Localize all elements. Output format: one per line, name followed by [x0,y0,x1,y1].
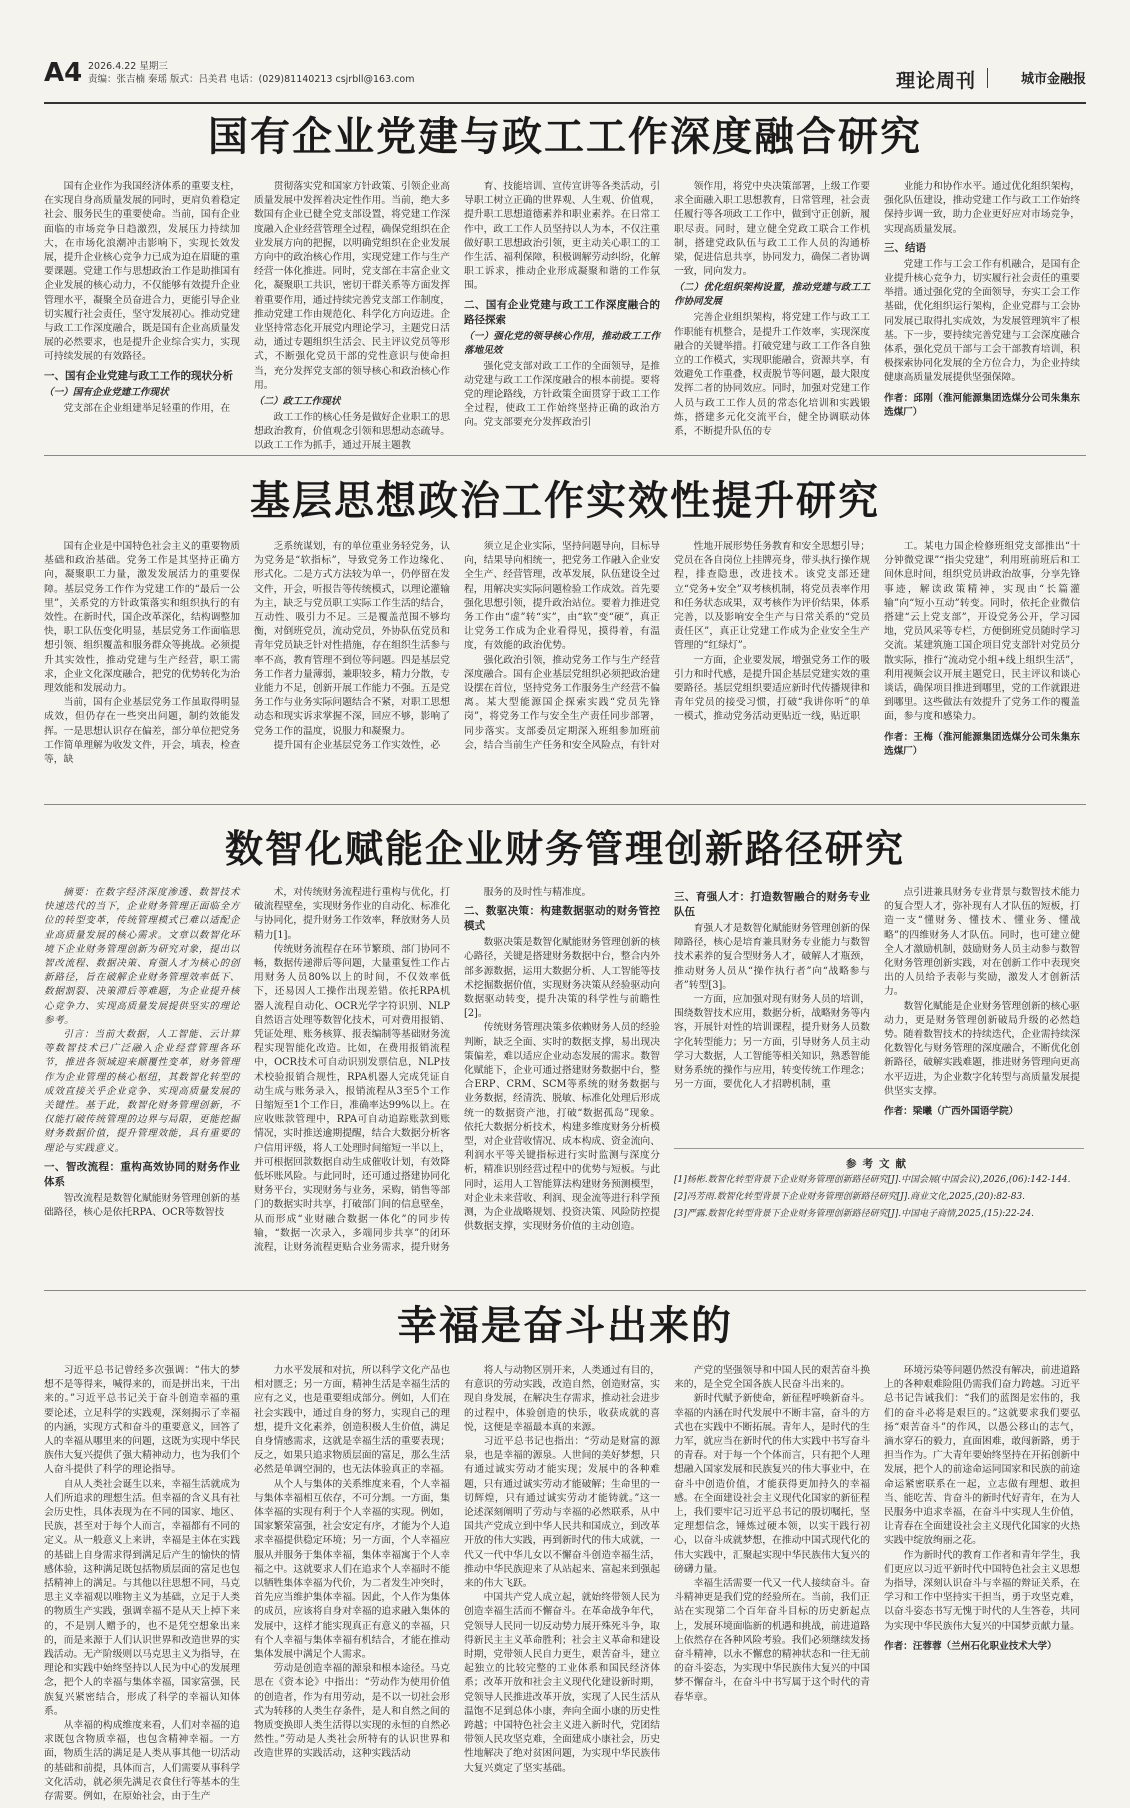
paragraph: 新时代赋予新使命，新征程呼唤新奋斗。幸福的内涵在时代发展中不断丰富，奋斗的方式也在实践中不断拓展。青年人，是时代的生力军，就应当在新时代的伟大实践中书写奋斗的青春。对于每一个个体而言，只有把个人理想融入国家发展和民族复兴的伟大事业中，在奋斗中创造价值，才能获得更加持久的幸福感。在全面建设社会主义现代化国家的新征程上，我们要牢记习近平总书记的殷切嘱托，坚定理想信念，锤炼过硬本领，以实干践行初心，以奋斗成就梦想，在推动中国式现代化的伟大实践中，汇聚起实现中华民族伟大复兴的磅礴力量。 [674,1393,870,1575]
paragraph: 国有企业作为我国经济体系的重要支柱，在实现自身高质量发展的同时，更肩负着稳定社会、服务民生的重要使命。当前，国有企业面临的市场竞争日趋激烈，发展压力持续加大，在市场化浪潮冲击影响下，实现长效发展，提升企业核心竞争力已成为迫在眉睫的重要课题。党建工作与思想政治工作是助推国有企业发展的核心动力，不仅能够有效提升企业管理水平，凝聚全员奋进合力，更能引导企业切实履行社会责任，坚守发展初心。推动党建与政工工作深度融合，既是国有企业高质量发展的必然要求，也是提升企业综合实力，实现可持续发展的有效路径。 [44,181,240,363]
paragraph: 传统财务流程存在环节繁琐、部门协同不畅，数据传递滞后等问题，大量重复性工作占用财务人员80%以上的时间，不仅效率低下，还易因人工操作出现差错。依托RPA机器人流程自动化、OCR光学字符识别、NLP自然语言处理等数智化技术，可对费用报销、凭证处理、账务核算、报表编制等基础财务流程实现智能化改造。比如，在费用报销流程中，OCR技术可自动识别发票信息，NLP技术校验报销合规性，RPA机器人完成凭证自动生成与账务录入，报销流程从3至5个工作日缩短至1个工作日，准确率达99%以上。在应收账款管理中，RPA可自动追踪账款到账情况，实时推送逾期提醒，结合大数据分析客户信用评级，将人工处理时间缩短一半以上，并可根据回款数据自动生成催收计划，有效降低坏账风险。与此同时，还可通过搭建协同化财务平台，实现财务与业务，采购，销售等部门的数据实时共享，打破部门间的信息壁垒，从而形成“业财融合数据一体化”的同步传输，“数据一次录入，多端同步共享”的闭环流程，让财务流程更贴合业务需求，提升财务 [254,943,450,1254]
paragraph: 从个人与集体的关系维度来看，个人幸福与集体幸福相互依存，不可分割。一方面，集体幸福的实现有利于个人幸福的实现。例如，国家繁荣富强，社会安定有序，才能为个人追求幸福提供稳定环境；另一方面，个人幸福应服从并服务于集体幸福，集体幸福寓于个人幸福之中。这就要求人们在追求个人幸福时不能以牺牲集体幸福为代价，为二者发生冲突时，首先应当维护集体幸福。因此，个人作为集体的成员，应该将自身对幸福的追求融入集体的发展中，这样才能实现真正有意义的幸福，只有个人幸福与集体幸福有机结合，才能在推动集体发展中满足个人需求。 [254,1478,450,1661]
editor-info: 责编：张吉楠 秦瑶 版式：吕美君 电话：(029)81140213 csjrbll@163.com [88,74,415,85]
reference-item: [1]杨彬.数智化转型背景下企业财务管理创新路径研究[J].中国会展(中国会议),2026,(06):142-144. [674,1175,1071,1185]
article-column [464,886,660,1278]
section-heading: 一、国有企业党建与政工工作的现状分析 [44,369,233,382]
paragraph: 育、技能培训、宣传宣讲等各类活动，引导职工树立正确的世界观、人生观、价值观，提升职工思想道德素养和职业素养。在日常工作中，政工工作人员坚持以人为本，不仅注重做好职工思想政治引领，更主动关心职工的工作生活、福利保障，积极调解劳动纠纷，化解职工诉求，推动企业形成凝聚和谐的工作氛围。 [464,181,660,292]
references [674,1148,1084,1281]
paragraph: 党支部在企业组建举足轻重的作用，在 [63,402,231,414]
paragraph: 一方面，企业要发展，增强党务工作的吸引力和时代感，是提升国企基层党建实效的重要路径。基层党组织要适应新时代传播规律和青年党员的接受习惯，打破“我讲你听”的单一模式，推动党务活动更贴近一线，贴近职 [674,654,870,723]
article-body [44,540,1080,792]
paragraph: 乏系统谋划，有的单位重业务轻党务，认为党务是“软指标”，导致党务工作边缘化、形式化。二是方式方法较为单一，仍停留在发文件，开会，听报告等传统模式，以理论灌输为主，缺乏与党员职工实际工作生活的结合，互动性、吸引力不足。三是覆盖范围不够均衡，对倒班党员，流动党员，外协队伍党员和青年党员缺乏针对性措施，存在组织生活参与率不高，教育管理不到位等问题。四是基层党务工作者力量薄弱，兼职较多，精力分散，专业能力不足，创新开展工作能力不强。五是党务工作与业务实际问题结合不紧，对职工思想动态和现实诉求掌握不深，回应不够，影响了党务工作的温度，说服力和凝聚力。 [254,541,450,737]
article-column [44,886,240,1278]
paragraph: 当前，国有企业基层党务工作虽取得明显成效，但仍存在一些突出问题，制约效能发挥。一是思想认识存在偏差，部分单位把党务工作简单理解为收发文件，开会，填表，检查等，缺 [44,697,240,766]
article-divider [44,804,1086,805]
article-political-work [44,472,1086,534]
section-heading: 三、结语 [884,241,926,254]
section-heading: 二、国有企业党建与政工工作深度融合的路径探索 [464,298,660,326]
reference-item: [3]严露.数智化转型背景下企业财务管理创新路径研究[J].中国电子商情,2025,(15):22-24. [674,1209,1035,1219]
paragraph: 性地开展形势任务教育和安全思想引导；党员在各自岗位上挂牌亮身，带头执行操作规程，排查隐患，改进技术。该党支部还建立“党务+安全”双考核机制，将党员表率作用和任务状态成果，双考核作为评价结果，体系完善，以及影响安全生产与日常关系的“党员责任区”，真正让党建工作成为企业安全生产管理的“红绿灯”。 [674,541,870,652]
article-column [884,180,1080,442]
paragraph: 术，对传统财务流程进行重构与优化，打破流程壁垒，实现财务作业的自动化、标准化与协同化，提升财务工作效率，释放财务人员精力[1]。 [254,887,450,941]
sub-heading: （一）强化党的领导核心作用，推动政工工作落地见效 [464,330,660,356]
abstract: 摘要：在数字经济深度渗透、数智技术快速迭代的当下，企业财务管理正面临全方位的转型变革，传统管理模式已难以适配企业高质量发展的核心需求。文章以数智化环境下企业财务管理创新为研究对象，提出以智改流程、数据决策、育强人才为核心的创新路径，旨在破解企业财务管理效率低下、数据割裂、决策滞后等难题，为企业提升核心竞争力、实现高质量发展提供坚实的理论参考。 [44,887,240,1026]
paragraph: 须立足企业实际，坚持问题导向，目标导向，结果导向相统一，把党务工作融入企业安全生产、经营管理，改革发展，队伍建设全过程，用解决实实际问题检验工作成效。首先要强化思想引领，提升政治站位。要着力推进党务工作由“虚”转“实”，由“软”变“硬”，真正让党务工作成为企业看得见，摸得着，有温度，有效能的政治优势。 [464,541,660,652]
article-column [884,540,1080,792]
article-column [254,180,450,452]
section-heading: 三、育强人才：打造数智融合的财务专业队伍 [674,891,870,918]
paragraph: 提升国有企业基层党务工作实效性，必 [273,739,441,751]
paragraph: 贯彻落实党和国家方针政策、引领企业高质量发展中发挥着决定性作用。当前，绝大多数国有企业已健全党支部设置，将党建工作深度融入企业经营管理全过程，确保党组织在企业发展方向的把握，以明确党组织在企业发展方向中的政治核心作用，实现党建工作与生产经营一体化推进。同时，党支部在丰富企业文化，凝聚职工共识，密切干群关系等方面发挥着重要作用，通过持续完善党支部工作制度，推动党建工作由规范化、科学化方向迈进。企业坚持常态化开展党内理论学习，主题党日活动，通过专题组织生活会、民主评议党员等形式，不断强化党员干部的党性意识与使命担当，充分发挥党支部的领导核心和政治核心作用。 [254,181,450,391]
paragraph: 工。某电力国企检修班组党支部推出“十分钟微党课”“指尖党建”，利用班前班后和工间休息时间，组织党员讲政治故事，分享先锋事迹，解读政策精神，实现由“长篇灌输”向“短小互动”转变。同时，依托企业微信搭建“云上党支部”，开设党务公开，学习园地，党员风采等专栏，方便倒班党员随时学习交流。某建筑施工国企项目党支部针对党员分散实际，推行“流动党小组+线上组织生活”，利用视频会议开展主题党日，民主评议和谈心谈话，确保项目推进到哪里，党的工作就跟进到哪里。这些做法有效提升了党务工作的覆盖面，参与度和感染力。 [884,541,1080,723]
paragraph: 从幸福的构成维度来看，人们对幸福的追求既包含物质幸福，也包含精神幸福。一方面，物质生活的满足是人类从事其他一切活动的基础和前提，具体而言，人们需要从事科学文化活动，就必须先满足衣食住行等基本的生存需要。例如，在原始社会，由于生产 [44,1720,240,1803]
paragraph: 强化党支部对政工工作的全面领导，是推动党建与政工工作深度融合的根本前提。要将党的理论路线，方针政策全面贯穿于政工工作全过程，使政工工作始终坚持正确的政治方向。党支部要充分发挥政治引 [464,360,660,429]
paragraph: 自从人类社会诞生以来，幸福生活就成为人们所追求的理想生活。但幸福的含义具有社会历史性，具体表现为在不同的国家、地区、民族，甚至对于每个人而言，幸福都有不同的定义。从一般意义上来讲，幸福是主体在实践的基础上自身需求得到满足后产生的愉快的情感体验，这种满足既包括物质层面的富足也包括精神上的满足。与其他以往思想不同，马克思主义幸福观以唯物主义为基础，立足于人类的物质生产实践，强调幸福不是从天上掉下来的，不是别人赠予的，也不是凭空想象出来的，而是来源于人们认识世界和改造世界的实践活动。无产阶级则以马克思主义为指导，在理论和实践中始终坚持以人民为中心的发展理念，把个人的幸福与集体幸福，国家富强，民族复兴紧密结合，形成了科学的幸福认知体系。 [44,1478,240,1717]
paragraph: 习近平总书记也指出：“劳动是财富的源泉，也是幸福的源泉。人世间的美好梦想，只有通过诚实劳动才能实现；发展中的各种难题，只有通过诚实劳动才能破解；生命里的一切辉煌，只有通过诚实劳动才能铸就。”这一论述深刻阐明了劳动与幸福的必然联系，从中国共产党成立到中华人民共和国成立，到改革开放的伟大实践，再到新时代的伟大成就，一代又一代中华儿女以不懈奋斗创造幸福生活，推动中华民族迎来了从站起来、富起来到强起来的伟大飞跃。 [464,1436,660,1590]
article-happiness [44,1296,1086,1358]
masthead-separator [987,68,988,88]
section-heading: 一、智改流程：重构高效协同的财务作业体系 [44,1160,240,1188]
article-body [44,1364,1080,1803]
article-headline: 国有企业党建与政工工作深度融合研究 [208,114,922,160]
paragraph: 一方面，应加强对现有财务人员的培训，围绕数智技术应用，数据分析，战略财务等内容，开展针对性的培训课程，提升财务人员数字化转型能力；另一方面，引导财务人员主动学习大数据，人工智能等相关知识，熟悉智能财务系统的操作与应用，转变传统工作理念；另一方面，要优化人才招聘机制，重 [674,994,870,1091]
article-headline: 基层思想政治工作实效性提升研究 [250,478,880,524]
article-column [884,1364,1080,1780]
article-column [254,886,450,1278]
reference-item: [2]冯芳雨.数智化转型背景下企业财务管理创新路径研究[J].商业文化,2025,(20):82-83. [674,1192,1026,1202]
article-column [674,540,870,792]
paragraph: 力水平发展和对抗，所以科学文化产品也相对匮乏；另一方面，精神生活是幸福生活的应有之义，也是重要组成部分。例如，人们在社会实践中，通过自身的努力，实现自己的理想，提升文化素养，创造积极人生价值，满足自身情感需求，这就是幸福生活的重要表现；反之，如果只追求物质层面的富足，那么生活必然是单调空洞的，也无法体验真正的幸福。 [254,1365,450,1476]
paragraph: 点引进兼具财务专业背景与数智技术能力的复合型人才，弥补现有人才队伍的短板，打造一支“懂财务、懂技术、懂业务、懂战略”的四维财务人才队伍。同时，也可建立健全人才激励机制，鼓励财务人员主动参与数智化财务管理创新实践，对在创新工作中表现突出的人员给予表彰与奖励，激发人才创新活力。 [884,887,1080,998]
paragraph: 业能力和协作水平。通过优化组织架构，强化队伍建设，推动党建工作与政工工作始终保持步调一致，助力企业更好应对市场竞争，实现高质量发展。 [884,181,1080,235]
article-column [254,1364,450,1780]
references-title: 参考文献 [846,1158,912,1170]
paragraph: 数智化赋能是企业财务管理创新的核心驱动力，更是财务管理创新破局升级的必然趋势。随着数智技术的持续迭代，企业需持续深化数智化与财务管理的深度融合，不断优化创新路径，破解实践难题，推进财务管理向更高水平迈进，为企业数字化转型与高质量发展提供坚实支撑。 [884,1000,1080,1097]
sub-heading: （二）优化组织架构设置，推动党建与政工工作协同发展 [674,282,870,308]
author-line: 作者：王梅（淮河能源集团选煤分公司朱集东选煤厂） [884,731,1080,757]
paragraph: 幸福生活需要一代又一代人接续奋斗。奋斗精神更是我们党的经验所在。当前，我们正站在实现第二个百年奋斗目标的历史新起点上，发展环境面临新的机遇和挑战，前进道路上依然存在各种风险考验。我们必须继续发扬奋斗精神，以永不懈怠的精神状态和一往无前的奋斗姿态，为实现中华民族伟大复兴的中国梦不懈奋斗，在奋斗中书写属于这个时代的青春华章。 [674,1578,870,1703]
paragraph: 数驱决策是数智化赋能财务管理创新的核心路径，关键是搭建财务数据中台，整合内外部多源数据，运用大数据分析、人工智能等技术挖掘数据价值，实现财务决策从经验驱动向数据驱动转变，提升决策的科学性与前瞻性[2]。 [464,937,660,1020]
paragraph: 习近平总书记曾经多次强调：“伟大的梦想不是等得来，喊得来的，而是拼出来，干出来的。”习近平总书记关于奋斗创造幸福的重要论述，立足科学的实践观，深刻揭示了幸福的内涵，实现方式和奋斗的重要意义，回答了人的幸福从哪里来的问题，这既为实现中华民族伟大复兴提供了强大精神动力，也为我们个人奋斗提供了科学的理论指导。 [44,1365,240,1476]
author-line: 作者：邱刚（淮河能源集团选煤分公司朱集东选煤厂） [884,392,1080,418]
article-column [674,180,870,442]
article-party-building [44,108,1086,170]
masthead [44,58,1086,104]
paragraph: 完善企业组织架构，将党建工作与政工工作职能有机整合，是提升工作效率，实现深度融合的关键举措。打破党建与政工工作各自独立的工作模式，实现职能融合，资源共享，有效避免工作重叠，权责脱节等问题，最大限度发挥二者的协同效应。同时，加强对党建工作人员与政工工作人员的常态化培训和实践锻炼，搭建多元化交流平台，健全协调联动体系，不断提升队伍的专 [674,312,870,438]
paragraph: 将人与动物区别开来，人类通过有目的，有意识的劳动实践，改造自然，创造财富，实现自身发展，在解决生存需求，推动社会进步的过程中，体验创造的快乐，收获成就的喜悦，这便是幸福最本真的来源。 [464,1365,660,1433]
issue-date: 2026.4.22 星期三 [88,61,168,72]
article-divider [44,1290,1086,1291]
sub-heading: （一）国有企业党建工作现状 [44,386,169,398]
article-divider [44,455,1086,456]
article-column [44,1364,240,1803]
article-column [674,1364,870,1780]
paragraph: 国有企业是中国特色社会主义的重要物质基础和政治基础。党务工作是其坚持正确方向，凝聚职工力量，激发发展活力的重要保障。基层党务工作作为党建工作的“最后一公里”，关系党的方针政策落实和组织执行的有效性。在新时代，国企改革深化，结构调整加快，职工队伍变化明显，基层党务工作面临思想引领、组织覆盖和服务群众等挑战。必须提升其实效性，推动党建与生产经营，职工需求，企业文化深度融合，把党的优势转化为治理效能和发展动力。 [44,541,240,695]
paper-name: 城市金融报 [1020,72,1086,87]
page-number: A4 [44,58,83,88]
article-column [254,540,450,792]
masthead-meta [88,60,414,86]
paragraph: 党建工作与工会工作有机融合，是国有企业提升核心竞争力，切实履行社会责任的重要举措。通过强化党的全面领导，夯实工会工作基础，优化组织运行架构，企业党群与工会协同发展已取得扎实成效，为发展管理筑牢了根基。下一步，要持续完善党建与工会深度融合体系，强化党员干部与工会干部教育培训，积极探索协同化发展的全方位合力，为企业持续健康高质量发展提供坚强保障。 [884,258,1080,384]
introduction: 引言：当前大数据，人工智能、云计算等数智技术已广泛融入企业经营管理各环节，推进各领域迎来颠覆性变革，财务管理作为企业管理的核心枢纽，其数智化转型的成效直接关乎企业竞争、实现高质量发展的关键性。基于此，数智化财务管理创新，不仅能打破传统管理的边界与局限，更能挖掘财务数据价值，提升管理效能，具有重要的理论与实践意义。 [44,1029,240,1154]
author-line: 作者：汪蓉蓉（兰州石化职业技术大学） [884,1640,1057,1652]
paragraph: 作为新时代的教育工作者和青年学生，我们更应以习近平新时代中国特色社会主义思想为指导，深刻认识奋斗与幸福的辩证关系，在学习和工作中坚持实干担当，勇于攻坚克难，以奋斗姿态书写无愧于时代的人生答卷，共同为实现中华民族伟大复兴的中国梦贡献力量。 [884,1549,1080,1632]
paragraph: 领作用，将党中央决策部署，上级工作要求全面融入职工思想教育，日常管理，社会责任履行等各项政工工作中，做到守正创新，履职尽责。同时，建立健全党政工联合工作机制，搭建党政队伍与政工工作人员的沟通桥梁，促进信息共享，协同发力，确保二者协调一致，同向发力。 [674,181,870,278]
article-column [464,1364,660,1780]
paragraph: 环境污染等问题仍然没有解决，前进道路上的各种艰难险阻仍需我们奋力跨越。习近平总书记告诫我们：“我们的蓝图是宏伟的，我们的奋斗必将是艰巨的。”这就要求我们要弘扬“艰苦奋斗”的作风，以愚公移山的志气，滴水穿石的毅力，直面困难，敢闯新路，勇于担当作为。广大青年要始终坚持在开拓创新中发展，把个人的前途命运同国家和民族的前途命运紧密联系在一起，立志做有理想、敢担当、能吃苦、肯奋斗的新时代好青年，在为人民服务中追求幸福，在奋斗中实现人生价值，让青春在全面建设社会主义现代化国家的火热实践中绽放绚丽之花。 [884,1365,1080,1547]
article-column [44,540,240,792]
paragraph: 中国共产党人成立起，就始终带领人民为创造幸福生活而不懈奋斗。在革命战争年代，党领导人民同一切反动势力展开殊死斗争，取得新民主主义革命胜利；社会主义革命和建设时期，党带领人民自力更生，艰苦奋斗，建立起独立的比较完整的工业体系和国民经济体系；改革开放和社会主义现代化建设新时期，党领导人民推进改革开放，实现了人民生活从温饱不足到总体小康，奔向全面小康的历史性跨越；中国特色社会主义进入新时代，党团结带领人民攻坚克难，全面建成小康社会，历史性地解决了绝对贫困问题，为实现中华民族伟大复兴奠定了坚实基础。 [464,1592,660,1774]
article-headline: 幸福是奋斗出来的 [397,1303,733,1349]
article-column [44,180,240,442]
section-title: 理论周刊 [895,70,976,92]
article-column [464,540,660,792]
section-heading: 二、数驱决策：构建数据驱动的财务管控模式 [464,905,660,933]
paragraph: 服务的及时性与精准度。 [483,887,592,898]
paragraph: 产党的坚强领导和中国人民的艰苦奋斗换来的，是全党全国各族人民奋斗出来的。 [674,1365,870,1391]
sub-heading: （二）政工工作现状 [254,396,341,408]
article-column [464,180,660,442]
article-body [44,180,1080,452]
paragraph: 智改流程是数智化赋能财务管理创新的基础路径，核心是依托RPA、OCR等数智技 [44,1192,240,1219]
author-line: 作者：梁曦（广西外国语学院） [884,1106,1019,1118]
article-finance-digital [44,820,1086,882]
paragraph: 育强人才是数智化赋能财务管理创新的保障路径，核心是培育兼具财务专业能力与数智技术素养的复合型财务人才，破解人才瓶颈，推动财务人员从“操作执行者”向“战略参与者”转型[3]。 [674,923,870,991]
article-headline: 数智化赋能企业财务管理创新路径研究 [224,827,905,871]
paragraph: 劳动是创造幸福的源泉和根本途径。马克思在《资本论》中指出：“劳动作为使用价值的创造者，作为有用劳动，是不以一切社会形式为转移的人类生存条件，是人和自然之间的物质变换即人类生活得以实现的永恒的自然必然性。”劳动是人类社会所特有的认识世界和改造世界的实践活动，这种实践活动 [254,1663,450,1760]
paragraph: 政工工作的核心任务是做好企业职工的思想政治教育，价值观念引领和思想动态疏导。以政工工作为抓手，通过开展主题教 [254,412,450,452]
paragraph: 强化政治引领，推动党务工作与生产经营深度融合。国有企业基层党组织必须把政治建设摆在首位，坚持党务工作服务生产经营不偏离。某大型能源国企探索实践“党员先锋岗”，将党务工作与安全生产责任同步部署，同步落实。支部委员定期深入班组参加班前会，结合当前生产任务和安全风险点，有针对 [464,654,660,751]
references-list [674,1157,1084,1221]
paragraph: 传统财务管理决策多依赖财务人员的经验判断，缺乏全面、实时的数据支撑，易出现决策偏差，难以适应企业动态发展的需求。数智化赋能下，企业可通过搭建财务数据中台，整合ERP、CRM、SCM等系统的财务数据与业务数据，经清洗、脱敏、标准化处理后形成统一的数据资产池，打破“数据孤岛”现象。依托大数据分析技术，构建多维度财务分析模型，对企业营收情况、成本构成、资金流向、利润水平等关键指标进行实时监测与深度分析，精准识别经营过程中的优势与短板。与此同时，运用人工智能算法构建财务预测模型，对企业未来营收、利润、现金流等进行科学预测，为企业战略规划、投资决策、风险防控提供数据支撑，实现财务价值的主动创造。 [464,1022,660,1233]
